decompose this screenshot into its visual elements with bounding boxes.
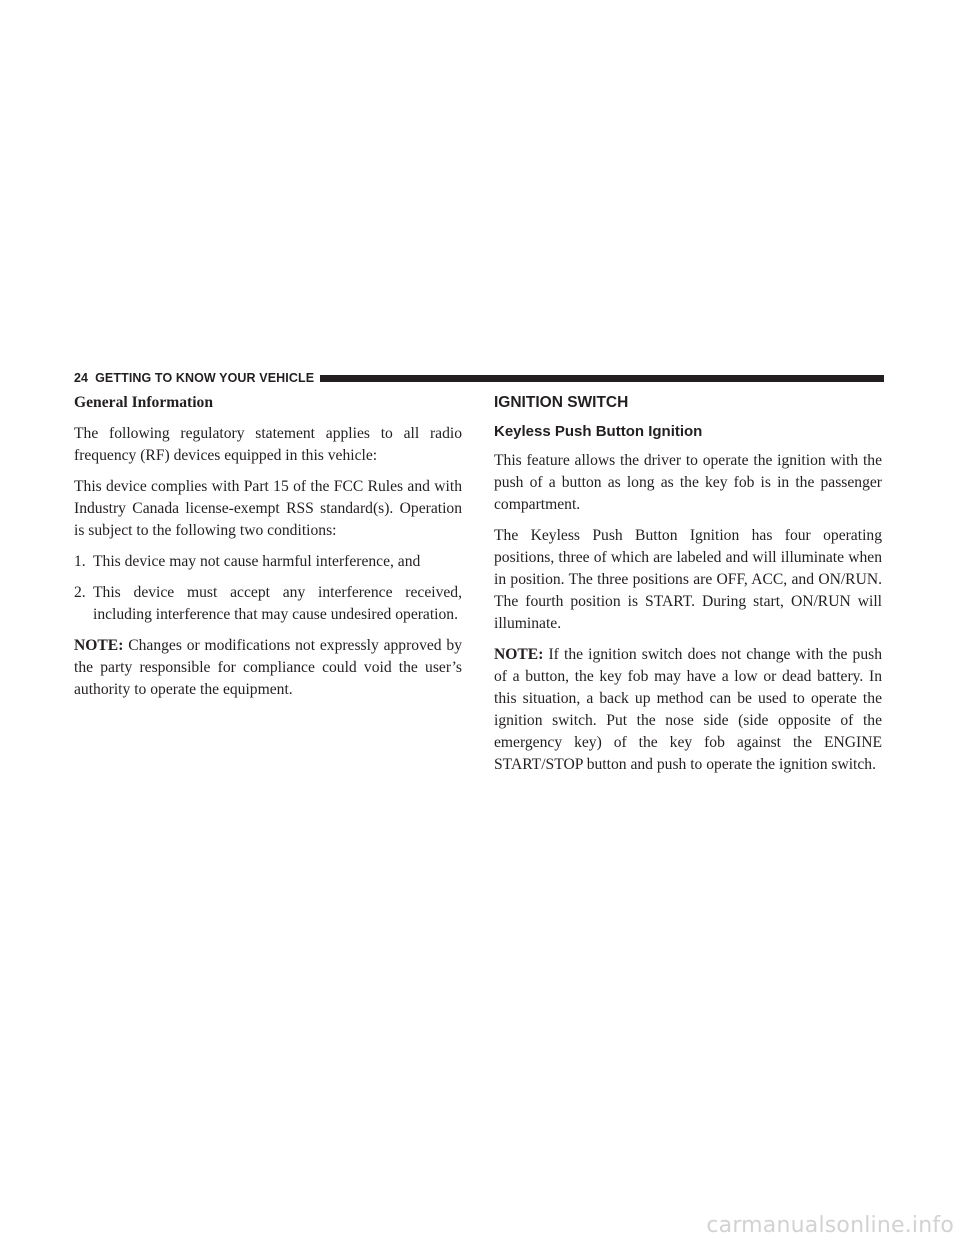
- rf-note: [74, 635, 462, 701]
- page-number: 24: [74, 371, 89, 385]
- section-title: GETTING TO KNOW YOUR VEHICLE: [95, 371, 315, 385]
- condition-item: [74, 582, 462, 626]
- condition-number: 2.: [74, 584, 86, 601]
- note-text: If the ignition switch does not change with the push of a button, the key fob may have a low or dead battery. In this situation, a back up method can be used to operate the ignition switch. Put the nose side (side opposite of the emergency key) of the key fob against the ENGINE START/STOP button and push to operate the ignition switch.: [494, 646, 882, 773]
- keyless-ignition-subheading: Keyless Push Button Ignition: [494, 423, 703, 440]
- page-header: [74, 370, 884, 386]
- ignition-switch-heading: IGNITION SWITCH: [494, 394, 629, 411]
- left-column: [74, 392, 462, 710]
- watermark-text: carmanualsonline.info: [706, 1213, 954, 1238]
- header-rule: [320, 375, 884, 382]
- ignition-note: [494, 644, 882, 776]
- note-text: Changes or modifications not expressly approved by the party responsible for compliance could void the user’s authority to operate the equipment.: [74, 637, 462, 698]
- condition-number: 1.: [74, 553, 86, 570]
- regulatory-intro: The following regulatory statement applies to all radio frequency (RF) devices equipped in this vehicle:: [74, 425, 462, 464]
- note-label: NOTE:: [494, 646, 544, 663]
- condition-text: This device must accept any interference received, including interference that may cause undesired operation.: [93, 584, 462, 623]
- keyless-intro-paragraph: This feature allows the driver to operate the ignition with the push of a button as long as the key fob is in the passenger compartment.: [494, 452, 882, 513]
- general-information-heading: General Information: [74, 394, 214, 411]
- right-column: [494, 392, 882, 785]
- operating-positions-paragraph: The Keyless Push Button Ignition has four operating positions, three of which are labeled and will illuminate when in position. The three positions are OFF, ACC, and ON/RUN. The fourth position is START. During start, ON/RUN will illuminate.: [494, 527, 882, 632]
- condition-text: This device may not cause harmful interference, and: [93, 553, 421, 570]
- note-label: NOTE:: [74, 637, 124, 654]
- condition-item: [74, 551, 462, 573]
- fcc-compliance-paragraph: This device complies with Part 15 of the FCC Rules and with Industry Canada license-exempt RSS standard(s). Operation is subject to the following two conditions:: [74, 478, 462, 539]
